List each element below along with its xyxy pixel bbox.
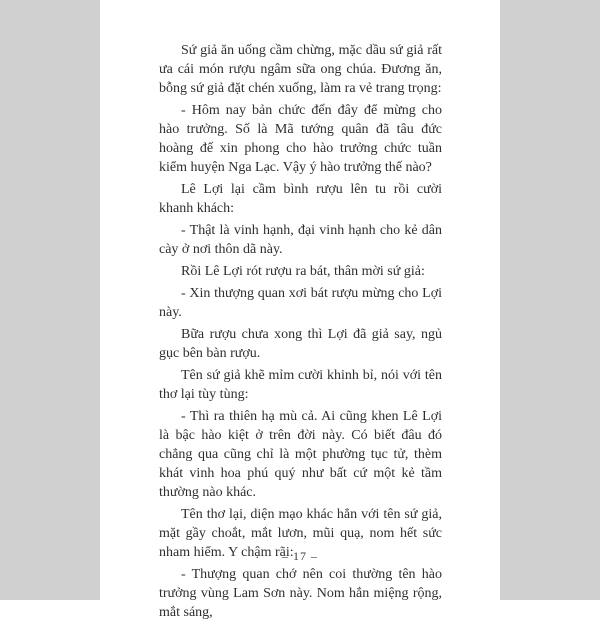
narration-paragraph: Bữa rượu chưa xong thì Lợi đã giả say, ngủ gục bên bàn rượu. — [159, 327, 442, 361]
dialogue-paragraph: - Xin thượng quan xơi bát rượu mừng cho Lợi này. — [159, 286, 442, 320]
narration-paragraph: Tên thơ lại, diện mạo khác hẳn với tên sứ giả, mặt gầy choắt, mắt lươn, mũi quạ, nom hết sức nham hiểm. Y chậm rãi: — [159, 507, 442, 560]
narration-paragraph: Lê Lợi lại cầm bình rượu lên tu rồi cười khanh khách: — [159, 182, 442, 216]
book-page — [100, 0, 500, 620]
dialogue-paragraph: - Hôm nay bản chức đến đây để mừng cho hào trưởng. Số là Mã tướng quân đã tâu đức hoàng đế xin phong cho hào trưởng chức tuần kiểm huyện Nga Lạc. Vậy ý hào trưởng thế nào? — [159, 103, 442, 175]
dialogue-paragraph: - Thì ra thiên hạ mù cả. Ai cũng khen Lê Lợi là bậc hào kiệt ở trên đời này. Có biết đâu đó chẳng qua cũng chỉ là một phường tục tử, thèm khát vinh hoa phú quý như bất cứ một kẻ tầm thường nào khác. — [159, 409, 442, 500]
text-block — [159, 41, 442, 625]
dialogue-paragraph: - Thật là vinh hạnh, đại vinh hạnh cho kẻ dân cày ở nơi thôn dã này. — [159, 223, 442, 257]
narration-paragraph: Sứ giả ăn uống cầm chừng, mặc dầu sứ giả rất ưa cái món rượu ngâm sữa ong chúa. Đương ăn, bỗng sứ giả đặt chén xuống, làm ra vẻ trang trọng: — [159, 43, 442, 96]
narration-paragraph: Tên sứ giả khẽ mỉm cười khinh bỉ, nói với tên thơ lại tùy tùng: — [159, 368, 442, 402]
page-number: – 17 – — [282, 549, 318, 563]
dialogue-paragraph: - Thượng quan chớ nên coi thường tên hào trưởng vùng Lam Sơn này. Nom hắn miệng rộng, mắt sáng, — [159, 567, 442, 620]
narration-paragraph: Rồi Lê Lợi rót rượu ra bát, thân mời sứ giả: — [181, 264, 425, 279]
